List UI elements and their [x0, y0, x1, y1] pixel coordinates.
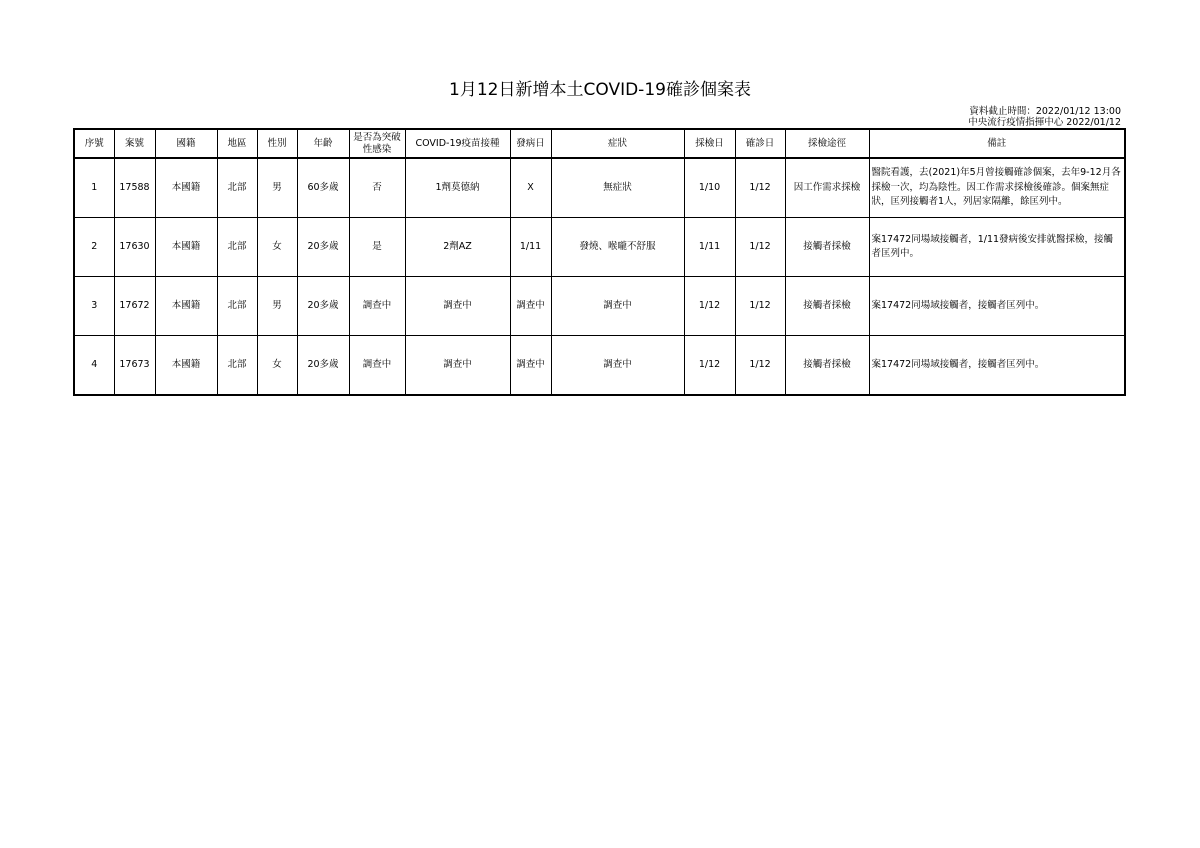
cell-test-date: 1/12: [684, 336, 735, 396]
cell-breakthrough: 調查中: [349, 277, 405, 336]
cell-symptoms: 發燒、喉嚨不舒服: [551, 218, 684, 277]
col-header-vaccination: COVID-19疫苗接種: [405, 129, 510, 158]
page-title: 1月12日新增本土COVID-19確診個案表: [449, 80, 751, 100]
col-header-symptoms: 症狀: [551, 129, 684, 158]
cell-remarks: 醫院看護，去(2021)年5月曾接觸確診個案，去年9-12月各採檢一次，均為陰性。因工作需求採檢後確診。個案無症狀，匡列接觸者1人，列居家隔離，餘匡列中。: [869, 158, 1125, 218]
cell-breakthrough: 是: [349, 218, 405, 277]
cell-remarks: 案17472同場域接觸者，接觸者匡列中。: [869, 336, 1125, 396]
cell-breakthrough: 調查中: [349, 336, 405, 396]
cell-serial: 3: [74, 277, 114, 336]
col-header-nationality: 國籍: [155, 129, 217, 158]
cell-remarks: 案17472同場域接觸者，1/11發病後安排就醫採檢，接觸者匡列中。: [869, 218, 1125, 277]
cell-vaccination: 1劑莫德納: [405, 158, 510, 218]
cell-region: 北部: [217, 218, 257, 277]
cell-gender: 女: [257, 218, 297, 277]
cell-test-route: 接觸者採檢: [785, 218, 869, 277]
report-meta: [968, 106, 1121, 128]
cell-vaccination: 2劑AZ: [405, 218, 510, 277]
cell-case-no: 17673: [114, 336, 155, 396]
cell-confirm-date: 1/12: [735, 336, 785, 396]
col-header-region: 地區: [217, 129, 257, 158]
cell-test-date: 1/12: [684, 277, 735, 336]
col-header-age: 年齡: [297, 129, 349, 158]
case-table: [73, 128, 1126, 396]
cell-age: 20多歲: [297, 336, 349, 396]
col-header-remarks: 備註: [869, 129, 1125, 158]
col-header-test-route: 採檢途徑: [785, 129, 869, 158]
cell-serial: 1: [74, 158, 114, 218]
cell-confirm-date: 1/12: [735, 158, 785, 218]
cell-confirm-date: 1/12: [735, 277, 785, 336]
table-header-row: [74, 129, 1125, 158]
cell-nationality: 本國籍: [155, 218, 217, 277]
cell-case-no: 17630: [114, 218, 155, 277]
col-header-gender: 性別: [257, 129, 297, 158]
cell-serial: 2: [74, 218, 114, 277]
col-header-onset-date: 發病日: [510, 129, 551, 158]
cell-symptoms: 調查中: [551, 336, 684, 396]
col-header-serial: 序號: [74, 129, 114, 158]
cell-test-route: 因工作需求採檢: [785, 158, 869, 218]
cell-age: 20多歲: [297, 218, 349, 277]
col-header-breakthrough: 是否為突破性感染: [349, 129, 405, 158]
data-cutoff-time: 資料截止時間：2022/01/12 13:00: [969, 106, 1121, 117]
cell-symptoms: 調查中: [551, 277, 684, 336]
cell-test-date: 1/10: [684, 158, 735, 218]
cell-remarks: 案17472同場域接觸者，接觸者匡列中。: [869, 277, 1125, 336]
cell-gender: 女: [257, 336, 297, 396]
cell-case-no: 17672: [114, 277, 155, 336]
cell-gender: 男: [257, 277, 297, 336]
cell-onset-date: 調查中: [510, 336, 551, 396]
cell-region: 北部: [217, 277, 257, 336]
col-header-confirm-date: 確診日: [735, 129, 785, 158]
col-header-test-date: 採檢日: [684, 129, 735, 158]
cell-breakthrough: 否: [349, 158, 405, 218]
table-row: [74, 218, 1125, 277]
table-row: [74, 336, 1125, 396]
cell-age: 60多歲: [297, 158, 349, 218]
cell-onset-date: 1/11: [510, 218, 551, 277]
col-header-case-no: 案號: [114, 129, 155, 158]
cell-case-no: 17588: [114, 158, 155, 218]
cell-gender: 男: [257, 158, 297, 218]
cell-vaccination: 調查中: [405, 277, 510, 336]
cell-serial: 4: [74, 336, 114, 396]
cell-symptoms: 無症狀: [551, 158, 684, 218]
table-row: [74, 158, 1125, 218]
cell-confirm-date: 1/12: [735, 218, 785, 277]
cell-nationality: 本國籍: [155, 277, 217, 336]
cell-test-date: 1/11: [684, 218, 735, 277]
cell-onset-date: 調查中: [510, 277, 551, 336]
report-source: 中央流行疫情指揮中心 2022/01/12: [968, 117, 1121, 128]
cell-test-route: 接觸者採檢: [785, 277, 869, 336]
cell-region: 北部: [217, 336, 257, 396]
cell-region: 北部: [217, 158, 257, 218]
cell-age: 20多歲: [297, 277, 349, 336]
table-row: [74, 277, 1125, 336]
cell-test-route: 接觸者採檢: [785, 336, 869, 396]
cell-vaccination: 調查中: [405, 336, 510, 396]
cell-onset-date: X: [510, 158, 551, 218]
cell-nationality: 本國籍: [155, 336, 217, 396]
cell-nationality: 本國籍: [155, 158, 217, 218]
